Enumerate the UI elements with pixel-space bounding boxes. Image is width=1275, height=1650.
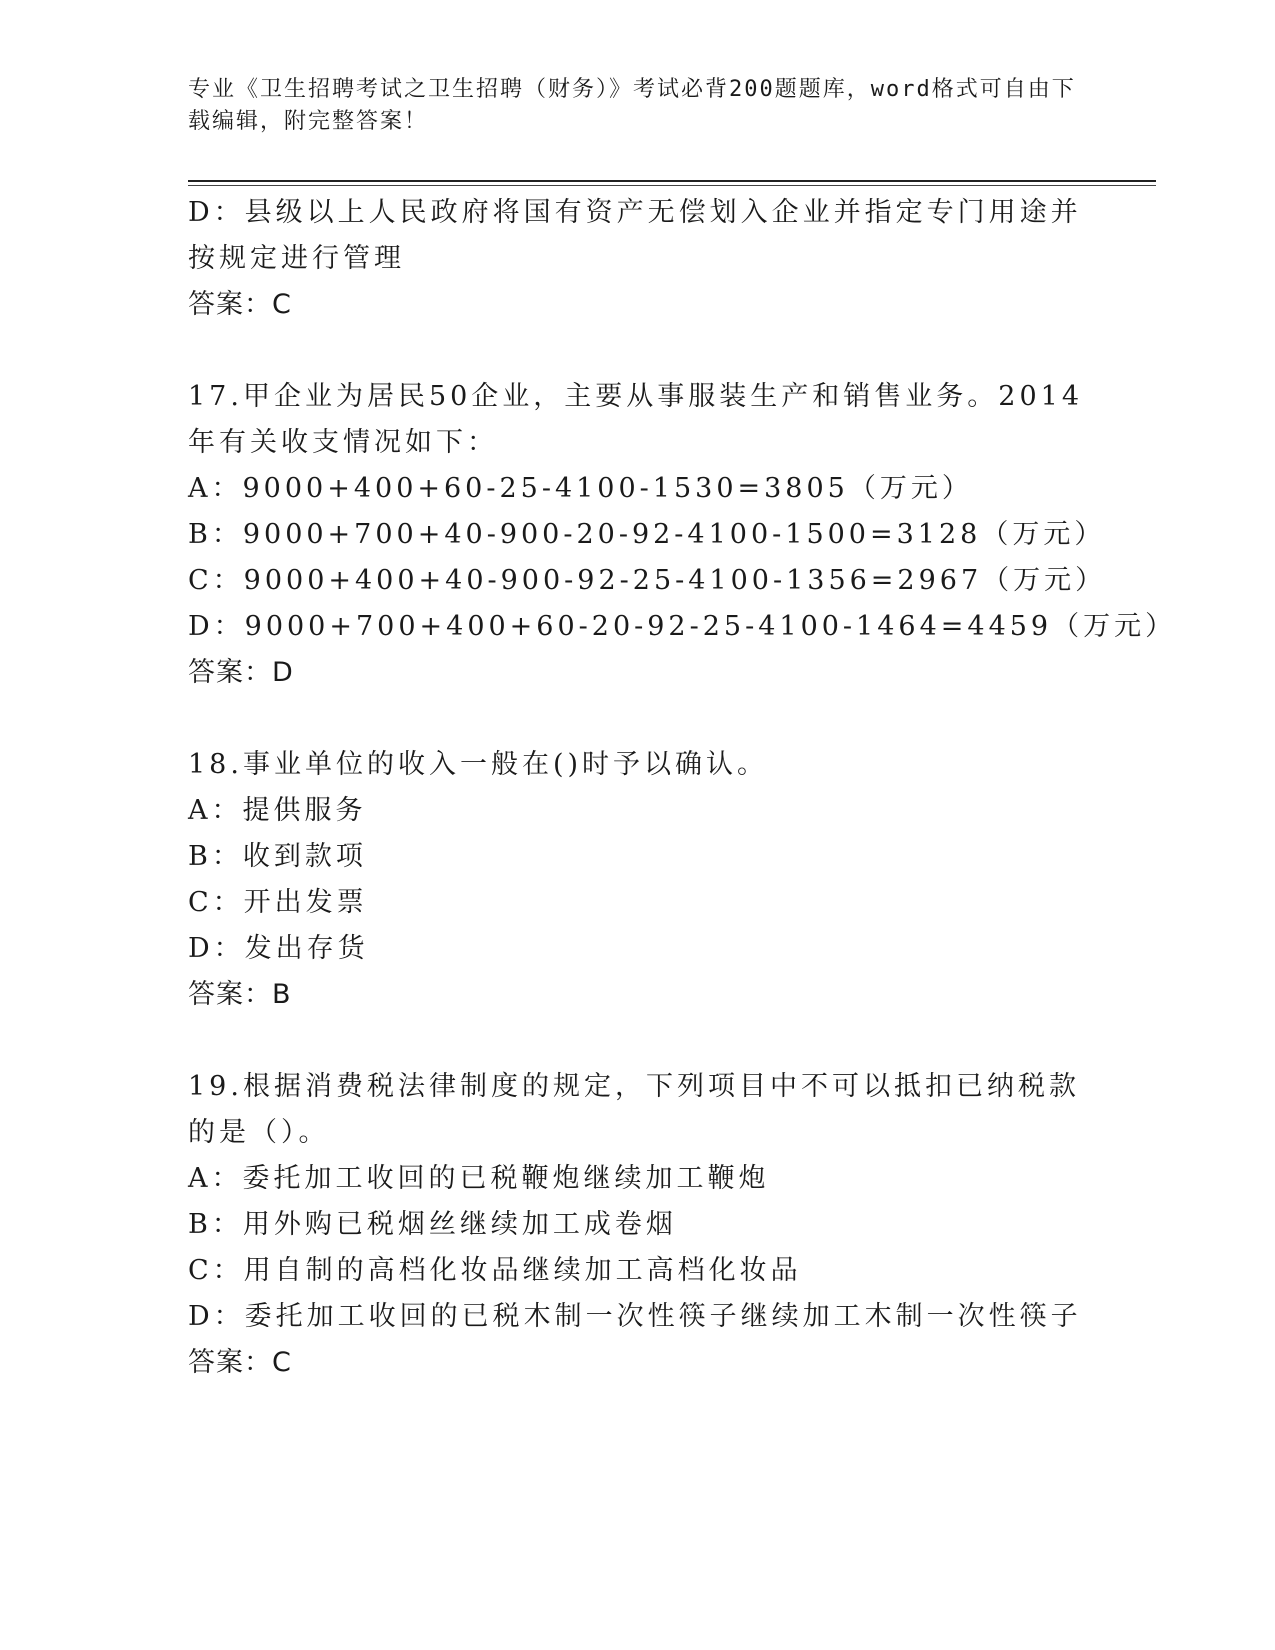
header-divider [188,180,1156,182]
question-stem: 19.根据消费税法律制度的规定，下列项目中不可以抵扣已纳税款的是（）。 [188,1071,1080,1148]
option-a: A：9000+400+60-25-4100-1530=3805（万元） [188,473,973,504]
question-19 [188,1064,1088,1386]
answer-16: 答案：C [188,289,292,320]
option-a: A：委托加工收回的已税鞭炮继续加工鞭炮 [188,1163,770,1194]
question-stem: 18.事业单位的收入一般在()时予以确认。 [188,749,769,780]
document-body [188,190,1177,1386]
question-stem: 17.甲企业为居民50企业，主要从事服装生产和销售业务。2014年有关收支情况如下： [188,381,1084,458]
header-divider-thin [188,185,1156,186]
option-d-carryover: D：县级以上人民政府将国有资产无偿划入企业并指定专门用途并按规定进行管理 [188,197,1082,274]
question-17 [188,374,1177,696]
option-c: C：开出发票 [188,887,368,918]
option-c: C：用自制的高档化妆品继续加工高档化妆品 [188,1255,802,1286]
option-b: B：9000+700+40-900-20-92-4100-1500=3128（万元） [188,519,1106,550]
spacer [188,696,1088,742]
option-d: D：发出存货 [188,933,369,964]
option-c: C：9000+400+40-900-92-25-4100-1356=2967（万元） [188,565,1107,596]
option-a: A：提供服务 [188,795,367,826]
option-d: D：9000+700+400+60-20-92-25-4100-1464=4459（万元） [188,611,1177,642]
option-b: B：收到款项 [188,841,367,872]
answer-18: 答案：B [188,979,292,1010]
spacer [188,1018,1088,1064]
option-b: B：用外购已税烟丝继续加工成卷烟 [188,1209,677,1240]
answer-17: 答案：D [188,657,294,688]
answer-19: 答案：C [188,1347,292,1378]
question-18 [188,742,1088,1018]
option-d: D：委托加工收回的已税木制一次性筷子继续加工木制一次性筷子 [188,1301,1082,1332]
spacer [188,328,1088,374]
document-header: 专业《卫生招聘考试之卫生招聘（财务）》考试必背200题题库，word格式可自由下载编辑，附完整答案！ [188,77,1076,134]
